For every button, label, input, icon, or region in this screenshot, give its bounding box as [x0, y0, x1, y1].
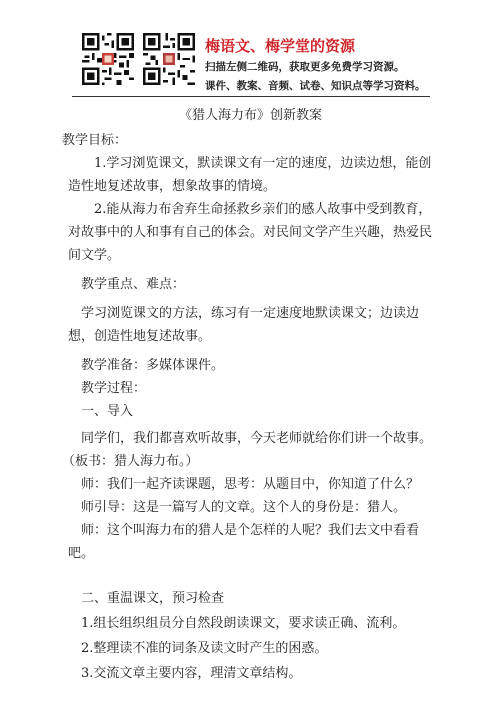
key-points-heading: 教学重点、难点： [81, 277, 186, 292]
section-2-heading: 二、重温课文，预习检查 [81, 591, 225, 606]
qr-code-icon [143, 33, 195, 85]
objectives-heading: 教学目标： [62, 133, 128, 148]
teacher-line-2: 师引导：这是一篇写人的文章。这个人的身份是：猎人。 [81, 500, 407, 515]
objective-2: 2.能从海力布舍弃生命拯救乡亲们的感人故事中受到教育，对故事中的人和事有自己的体会。对民间文学产生兴趣，热爱民间文学。 [68, 202, 433, 263]
qr-code-icon [82, 33, 134, 85]
document-title: 《猎人海力布》创新教案 [178, 108, 322, 123]
teaching-preparation: 教学准备：多媒体课件。 [81, 358, 225, 373]
teacher-line-1: 师：我们一起齐读课题，思考：从题目中，你知道了什么？ [81, 477, 420, 492]
objective-1: 1.学习浏览课文，默读课文有一定的速度，边读边想，能创造性地复述故事，想象故事的情境。 [68, 156, 432, 194]
promo-line-1: 扫描左侧二维码，获取更多免费学习资源。 [205, 61, 405, 73]
process-heading: 教学过程： [81, 381, 147, 396]
step-3: 3.交流文章主要内容，理清文章结构。 [81, 666, 302, 681]
key-points-text: 学习浏览课文的方法，练习有一定速度地默读课文；边读边想，创造性地复述故事。 [68, 306, 420, 344]
promo-line-2: 课件、教案、音频、试卷、知识点等学习资料。 [205, 80, 426, 92]
step-1: 1.组长组织组员分自然段朗读课文，要求读正确、流利。 [81, 616, 406, 631]
header-divider [72, 96, 430, 97]
step-2: 2.整理读不准的词条及读文时产生的困惑。 [81, 641, 328, 656]
teacher-line-3: 师：这个叫海力布的猎人是个怎样的人呢？我们去文中看看吧。 [68, 523, 420, 561]
section-1-heading: 一、导入 [81, 404, 134, 419]
lesson-plan-body [62, 104, 433, 685]
board-note: （板书：猎人海力布。） [62, 454, 199, 469]
promo-title: 梅语文、梅学堂的资源 [205, 37, 356, 55]
intro-text: 同学们，我们都喜欢听故事，今天老师就给你们讲一个故事。 [81, 431, 433, 446]
promo-header [0, 0, 500, 96]
